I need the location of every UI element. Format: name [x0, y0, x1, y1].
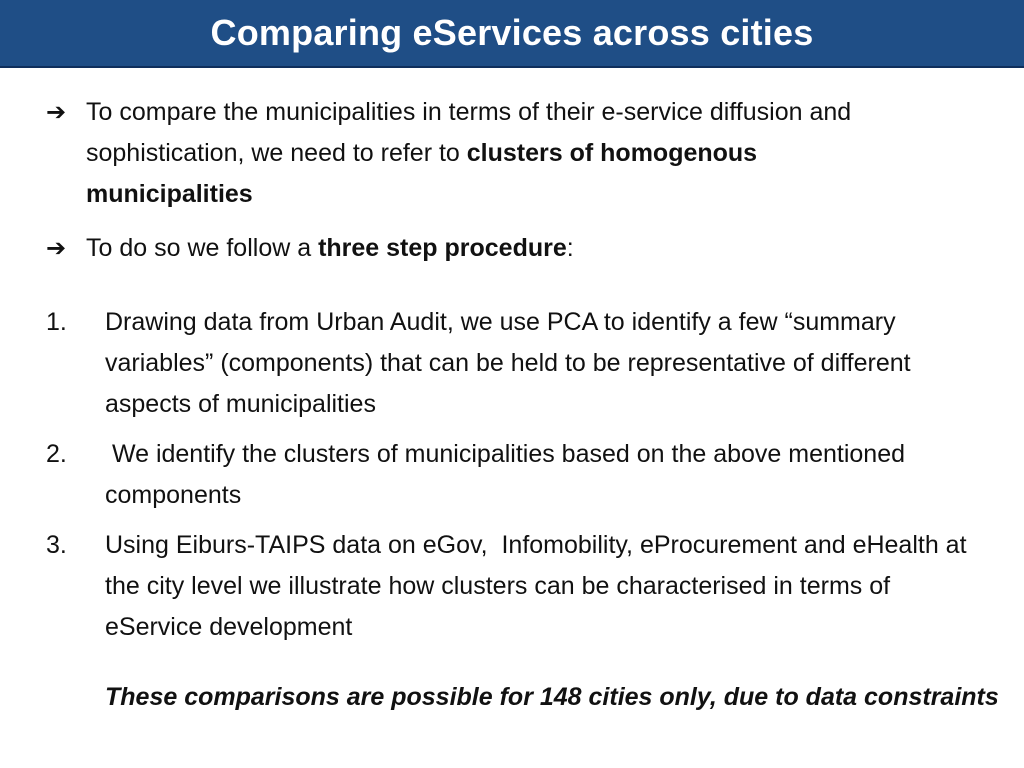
- bullet-1-text: [86, 92, 926, 215]
- step-number: 1.: [46, 308, 67, 336]
- bullet-2-text-bold: three step procedure: [318, 234, 567, 262]
- step-number: 3.: [46, 531, 67, 559]
- arrow-bullet-1: [46, 92, 926, 215]
- step-text: We identify the clusters of municipalities based on the above mentioned components: [105, 440, 912, 509]
- bullet-2-text-plain: To do so we follow a: [86, 234, 319, 262]
- step-item: [46, 302, 986, 425]
- slide-title: Comparing eServices across cities: [210, 12, 814, 53]
- bullet-1-text-plain: To compare the municipalities in terms of their e-service diffusion and sophistication, we need to refer to: [86, 98, 852, 167]
- bullet-2-text: [86, 228, 926, 269]
- right-arrow-icon: ➔: [46, 235, 67, 262]
- procedure-steps-list: [46, 302, 986, 657]
- step-text: Drawing data from Urban Audit, we use PCA to identify a few “summary variables” (components) that can be held to be representative of different aspects of municipalities: [105, 308, 911, 418]
- step-number: 2.: [46, 440, 67, 468]
- bullet-2-text-tail: :: [566, 234, 574, 262]
- title-bar: [0, 0, 1024, 68]
- arrow-bullet-2: [46, 228, 926, 269]
- constraint-note: These comparisons are possible for 148 cities only, due to data constraints: [105, 683, 999, 711]
- step-text: Using Eiburs-TAIPS data on eGov, Infomobility, eProcurement and eHealth at the city level we illustrate how clusters can be characterised in terms of eService development: [105, 531, 974, 641]
- bullet-1-text-bold: clusters of homogenous municipalities: [86, 139, 758, 208]
- step-item: [46, 525, 986, 648]
- right-arrow-icon: ➔: [46, 99, 67, 126]
- step-item: [46, 434, 986, 516]
